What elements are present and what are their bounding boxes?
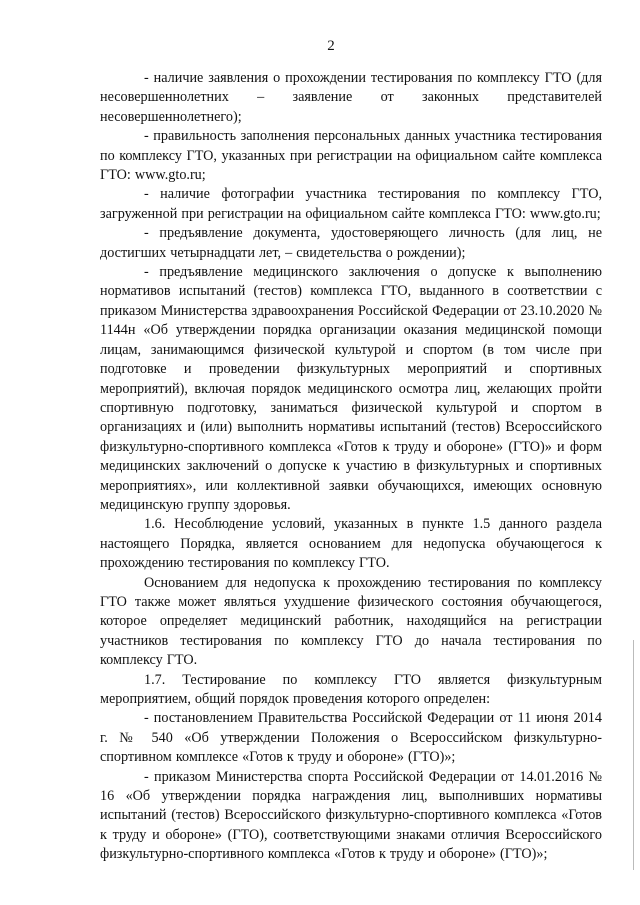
paragraph-identity-document: - предъявление документа, удостоверяющего личность (для лиц, не достигших четырнадцати лет, – свидетельства о рождении); (100, 225, 602, 261)
paragraph-personal-data: - правильность заполнения персональных данных участника тестирования по комплексу ГТО, указанных при регистрации на официальном сайте комплекса ГТО: www.gto.ru; (100, 128, 602, 184)
scan-edge-mark (633, 640, 634, 870)
paragraph-1-6: 1.6. Несоблюдение условий, указанных в пункте 1.5 данного раздела настоящего Порядка, является основанием для недопуска обучающегося к прохождению тестирования по комплексу ГТО. (100, 516, 602, 572)
paragraph-ministry-order: - приказом Министерства спорта Российской Федерации от 14.01.2016 № 16 «Об утверждении порядка награждения лиц, выполнивших нормативы испытаний (тестов) Всероссийского физкультурно-спортивного комплекса «Готов к труду и обороне» (ГТО), соответствующими знаками отличия Всероссийского физкультурно-спортивного комплекса «Готов к труду и обороне» (ГТО)»; (100, 768, 602, 863)
page-number: 2 (327, 38, 335, 54)
paragraph-1-7: 1.7. Тестирование по комплексу ГТО является физкультурным мероприятием, общий порядок проведения которого определен: (100, 671, 602, 707)
document-body (100, 69, 602, 865)
paragraph-photo: - наличие фотографии участника тестирования по комплексу ГТО, загруженной при регистрации на официальном сайте комплекса ГТО: www.gto.ru; (100, 186, 602, 222)
paragraph-application: - наличие заявления о прохождении тестирования по комплексу ГТО (для несовершеннолетних – заявление от законных представителей несовершеннолетнего); (100, 70, 602, 125)
paragraph-health-condition: Основанием для недопуска к прохождению тестирования по комплексу ГТО также может являться ухудшение физического состояния обучающегося, которое определяет медицинский работник, находящийся на регистрации участников тестирования по комплексу ГТО до начала тестирования по комплексу ГТО. (100, 574, 602, 669)
paragraph-government-resolution: - постановлением Правительства Российской Федерации от 11 июня 2014 г. № 540 «Об утверждении Положения о Всероссийском физкультурно-спортивном комплексе «Готов к труду и обороне» (ГТО)»; (100, 710, 602, 766)
paragraph-medical-conclusion: - предъявление медицинского заключения о допуске к выполнению нормативов испытаний (тестов) комплекса ГТО, выданного в соответствии с приказом Министерства здравоохранения Российской Федерации от 23.10.2020 № 1144н «Об утверждении порядка организации оказания медицинской помощи лицам, занимающимся физической культурой и спортом (в том числе при подготовке и проведении физкультурных мероприятий и спортивных мероприятий), включая порядок медицинского осмотра лиц, желающих пройти спортивную подготовку, заниматься физической культурой и спортом в организациях и (или) выполнить нормативы испытаний (тестов) Всероссийского физкультурно-спортивного комплекса «Готов к труду и обороне» (ГТО)» и форм медицинских заключений о допуске к участию в физкультурных и спортивных мероприятиях», или коллективной заявки обучающихся, имеющих основную медицинскую группу здоровья. (100, 264, 602, 513)
